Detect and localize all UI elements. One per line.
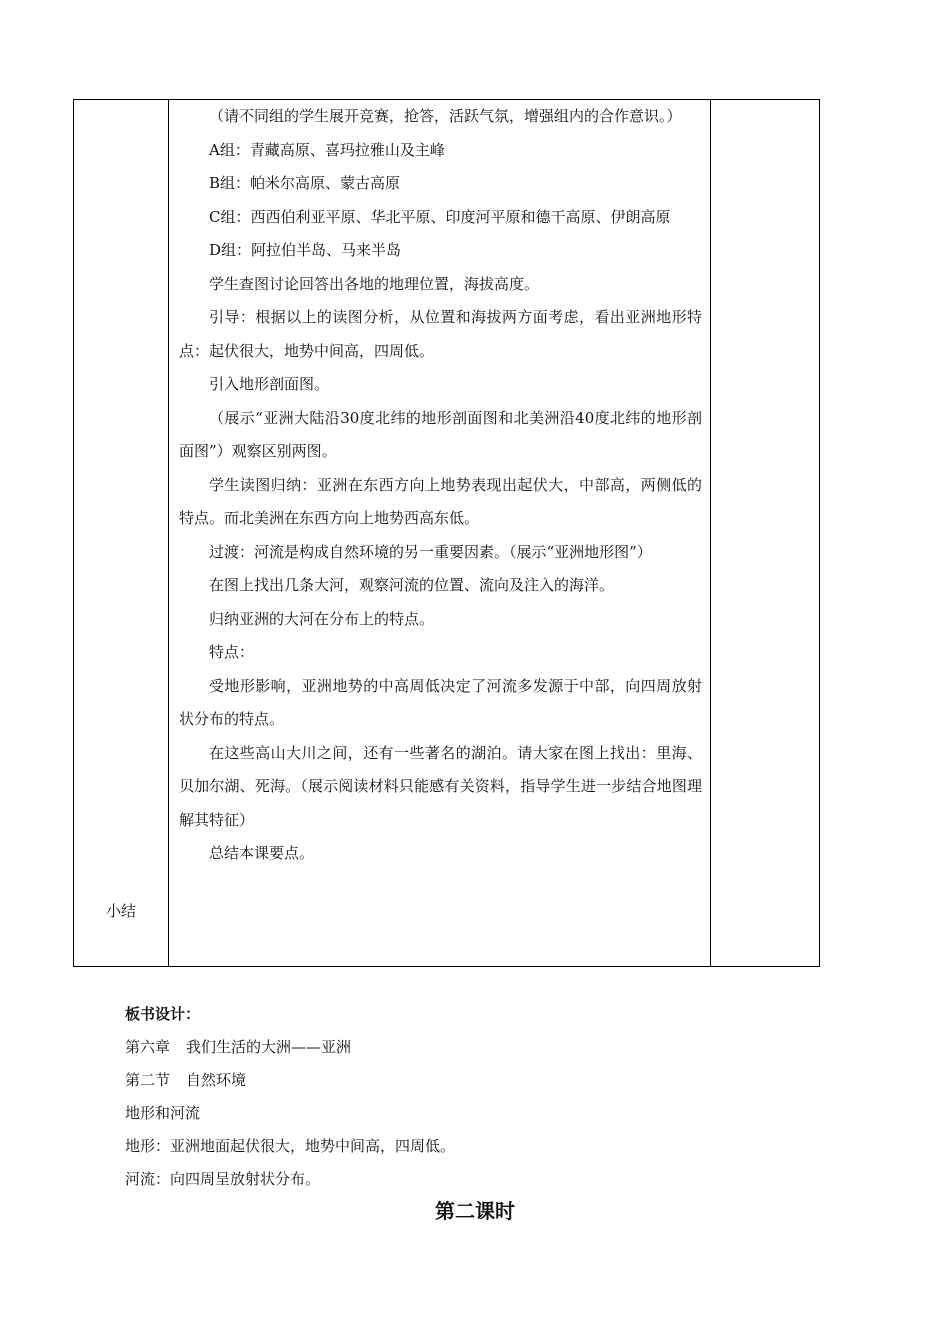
right-column-cell (711, 100, 820, 967)
chapter-line (125, 1031, 455, 1064)
table-row (74, 100, 820, 967)
chapter-number: 第六章 (125, 1038, 171, 1056)
lesson-table (73, 99, 820, 967)
section-line (125, 1064, 455, 1097)
paragraph: （展示“亚洲大陆沿30度北纬的地形剖面图和北美洲沿40度北纬的地形剖面图”）观察区别两图。 (179, 408, 702, 460)
paragraph: 学生查图讨论回答出各地的地理位置，海拔高度。 (209, 274, 540, 293)
paragraph: （请不同组的学生展开竞赛，抢答，活跃气氛，增强组内的合作意识。） (209, 107, 682, 125)
summary-label: 小结 (105, 902, 136, 920)
topic-line: 地形和河流 (125, 1104, 201, 1122)
content-cell (169, 100, 711, 967)
paragraph: B组：帕米尔高原、蒙古高原 (209, 174, 401, 192)
board-design (125, 998, 455, 1196)
paragraph: A组：青藏高原、喜玛拉雅山及主峰 (209, 140, 445, 159)
section-number: 第二节 (125, 1071, 171, 1089)
board-heading: 板书设计： (125, 1005, 201, 1023)
paragraph: C组：西西伯利亚平原、华北平原、印度河平原和德干高原、伊朗高原 (209, 207, 671, 226)
paragraph: 过渡：河流是构成自然环境的另一重要因素。（展示“亚洲地形图”） (209, 542, 652, 561)
paragraph: 受地形影响，亚洲地势的中高周低决定了河流多发源于中部，向四周放射状分布的特点。 (179, 676, 702, 728)
paragraph: 特点： (209, 643, 255, 661)
section-title: 自然环境 (186, 1071, 247, 1089)
paragraph: 归纳亚洲的大河在分布上的特点。 (209, 609, 435, 628)
lesson-content (169, 100, 710, 871)
paragraph: D组：阿拉伯半岛、马来半岛 (209, 241, 402, 259)
paragraph: 总结本课要点。 (209, 844, 315, 862)
paragraph: 引入地形剖面图。 (209, 375, 330, 393)
paragraph: 学生读图归纳：亚洲在东西方向上地势表现出起伏大，中部高，两侧低的特点。而北美洲在东西方向上地势西高东低。 (179, 475, 702, 527)
rivers-line: 河流：向四周呈放射状分布。 (125, 1170, 321, 1188)
paragraph: 在图上找出几条大河，观察河流的位置、流向及注入的海洋。 (209, 576, 615, 594)
terrain-line: 地形：亚洲地面起伏很大，地势中间高，四周低。 (125, 1137, 456, 1155)
left-column-cell (74, 100, 169, 967)
paragraph: 引导：根据以上的读图分析，从位置和海拔两方面考虑，看出亚洲地形特点：起伏很大，地势中间高，四周低。 (179, 308, 702, 360)
paragraph: 在这些高山大川之间，还有一些著名的湖泊。请大家在图上找出：里海、贝加尔湖、死海。（展示阅读材料只能感有关资料，指导学生进一步结合地图理解其特征） (179, 743, 702, 829)
chapter-title: 我们生活的大洲——亚洲 (186, 1038, 352, 1056)
next-section-title: 第二课时 (435, 1199, 515, 1223)
